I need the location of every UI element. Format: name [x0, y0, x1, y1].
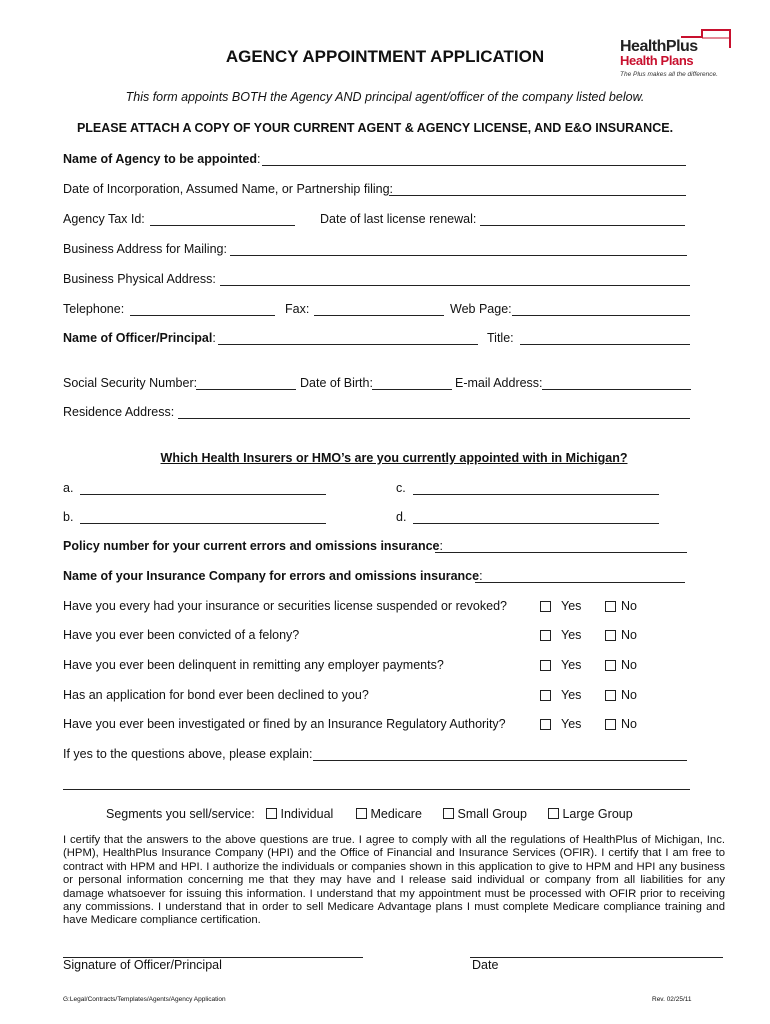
telephone-field[interactable]: [130, 303, 275, 316]
segment-small-group[interactable]: Small Group: [443, 807, 527, 821]
yes-label: Yes: [561, 717, 582, 731]
question-text: Has an application for bond ever been declined to you?: [63, 688, 369, 702]
date-field[interactable]: [470, 945, 723, 958]
page-title: AGENCY APPOINTMENT APPLICATION: [225, 47, 545, 66]
logo-line1: HealthPlus: [620, 38, 698, 55]
question-text: Have you ever been delinquent in remitting any employer payments?: [63, 658, 444, 672]
email-field[interactable]: [542, 377, 691, 390]
ssn-field[interactable]: [196, 377, 296, 390]
residence-field[interactable]: [178, 406, 690, 419]
yes-checkbox[interactable]: [540, 601, 551, 612]
explain-field[interactable]: [313, 748, 687, 761]
physical-address-label: Business Physical Address:: [63, 272, 216, 286]
mailing-address-field[interactable]: [230, 243, 687, 256]
no-checkbox[interactable]: [605, 660, 616, 671]
date-label: Date: [472, 958, 499, 972]
explain-field-2[interactable]: [63, 777, 690, 790]
officer-signature-field[interactable]: [63, 945, 363, 958]
incorporation-label: Date of Incorporation, Assumed Name, or Partnership filing:: [63, 182, 394, 196]
no-checkbox[interactable]: [605, 630, 616, 641]
fax-label: Fax:: [285, 302, 310, 316]
insurer-d-field[interactable]: [413, 511, 659, 524]
segment-checkbox[interactable]: [266, 808, 277, 819]
incorporation-field[interactable]: [389, 183, 686, 196]
dob-label: Date of Birth:: [300, 376, 373, 390]
certification-text: I certify that the answers to the above questions are true. I agree to comply with all the regulations of HealthPlus of Michigan, Inc. (HPM), HealthPlus Insurance Company (HPI) and the Office of Financial and Insurance Services (OFIR). I certify that I am free to contract with HPM and HPI. I authorize the individuals or companies shown in this application to give to HPM and HPI any business or personal information concerning me that they may have and I release said individual or company from all liabilities for any damage whatsoever for issuing this information. I understand that my appointment must be processed with OFIR prior to receiving any commissions. I understand that in order to sell Medicare Advantage plans I must complete Medicare compliance training and have Medicare compliance certification.: [63, 834, 725, 927]
healthplus-logo: [618, 26, 733, 84]
no-label: No: [621, 628, 637, 642]
web-page-field[interactable]: [512, 303, 690, 316]
attachment-notice: PLEASE ATTACH A COPY OF YOUR CURRENT AGENT & AGENCY LICENSE, AND E&O INSURANCE.: [76, 121, 674, 135]
yes-checkbox[interactable]: [540, 690, 551, 701]
insurer-c-label: c.: [396, 481, 406, 495]
telephone-label: Telephone:: [63, 302, 125, 316]
officer-name-label: Name of Officer/Principal:: [63, 331, 216, 345]
eo-policy-label: Policy number for your current errors and omissions insurance:: [63, 539, 443, 553]
title-field[interactable]: [520, 332, 690, 345]
yes-label: Yes: [561, 688, 582, 702]
yes-checkbox[interactable]: [540, 630, 551, 641]
email-label: E-mail Address:: [455, 376, 543, 390]
segment-medicare[interactable]: Medicare: [356, 807, 422, 821]
eo-company-field[interactable]: [475, 570, 685, 583]
segment-checkbox[interactable]: [443, 808, 454, 819]
eo-company-label: Name of your Insurance Company for errors and omissions insurance:: [63, 569, 483, 583]
segment-large-group[interactable]: Large Group: [548, 807, 633, 821]
form-subtitle: This form appoints BOTH the Agency AND principal agent/officer of the company listed below.: [125, 90, 645, 104]
no-checkbox[interactable]: [605, 601, 616, 612]
segments-label: Segments you sell/service:: [106, 807, 255, 821]
eo-policy-field[interactable]: [435, 540, 687, 553]
tax-id-label: Agency Tax Id:: [63, 212, 145, 226]
license-renewal-field[interactable]: [480, 213, 685, 226]
insurer-a-field[interactable]: [80, 482, 326, 495]
agency-name-label: Name of Agency to be appointed:: [63, 152, 261, 166]
question-text: Have you ever been investigated or fined by an Insurance Regulatory Authority?: [63, 717, 506, 731]
no-label: No: [621, 658, 637, 672]
yes-label: Yes: [561, 658, 582, 672]
insurers-heading: Which Health Insurers or HMO’s are you currently appointed with in Michigan?: [160, 451, 628, 465]
ssn-label: Social Security Number:: [63, 376, 198, 390]
no-label: No: [621, 717, 637, 731]
logo-line2: Health Plans: [620, 53, 694, 68]
insurer-d-label: d.: [396, 510, 407, 524]
yes-label: Yes: [561, 599, 582, 613]
logo-tagline: The Plus makes all the difference.: [620, 71, 718, 78]
explain-label: If yes to the questions above, please explain:: [63, 747, 313, 761]
no-checkbox[interactable]: [605, 719, 616, 730]
yes-checkbox[interactable]: [540, 719, 551, 730]
mailing-address-label: Business Address for Mailing:: [63, 242, 227, 256]
segment-individual[interactable]: Individual: [266, 807, 333, 821]
officer-name-field[interactable]: [218, 332, 478, 345]
footer-revision: Rev. 02/25/11: [652, 996, 692, 1003]
yes-label: Yes: [561, 628, 582, 642]
signature-label: Signature of Officer/Principal: [63, 958, 222, 972]
fax-field[interactable]: [314, 303, 444, 316]
insurer-b-label: b.: [63, 510, 74, 524]
license-renewal-label: Date of last license renewal:: [320, 212, 477, 226]
agency-name-field[interactable]: [262, 153, 686, 166]
no-label: No: [621, 688, 637, 702]
tax-id-field[interactable]: [150, 213, 295, 226]
no-label: No: [621, 599, 637, 613]
question-text: Have you every had your insurance or securities license suspended or revoked?: [63, 599, 507, 613]
insurer-b-field[interactable]: [80, 511, 326, 524]
segment-checkbox[interactable]: [548, 808, 559, 819]
question-text: Have you ever been convicted of a felony?: [63, 628, 300, 642]
yes-checkbox[interactable]: [540, 660, 551, 671]
web-page-label: Web Page:: [450, 302, 512, 316]
no-checkbox[interactable]: [605, 690, 616, 701]
footer-path: G:Legal/Contracts/Templates/Agents/Agency Application: [63, 996, 226, 1003]
insurer-a-label: a.: [63, 481, 74, 495]
title-label: Title:: [487, 331, 514, 345]
insurer-c-field[interactable]: [413, 482, 659, 495]
segment-checkbox[interactable]: [356, 808, 367, 819]
physical-address-field[interactable]: [220, 273, 690, 286]
residence-label: Residence Address:: [63, 405, 175, 419]
dob-field[interactable]: [372, 377, 452, 390]
